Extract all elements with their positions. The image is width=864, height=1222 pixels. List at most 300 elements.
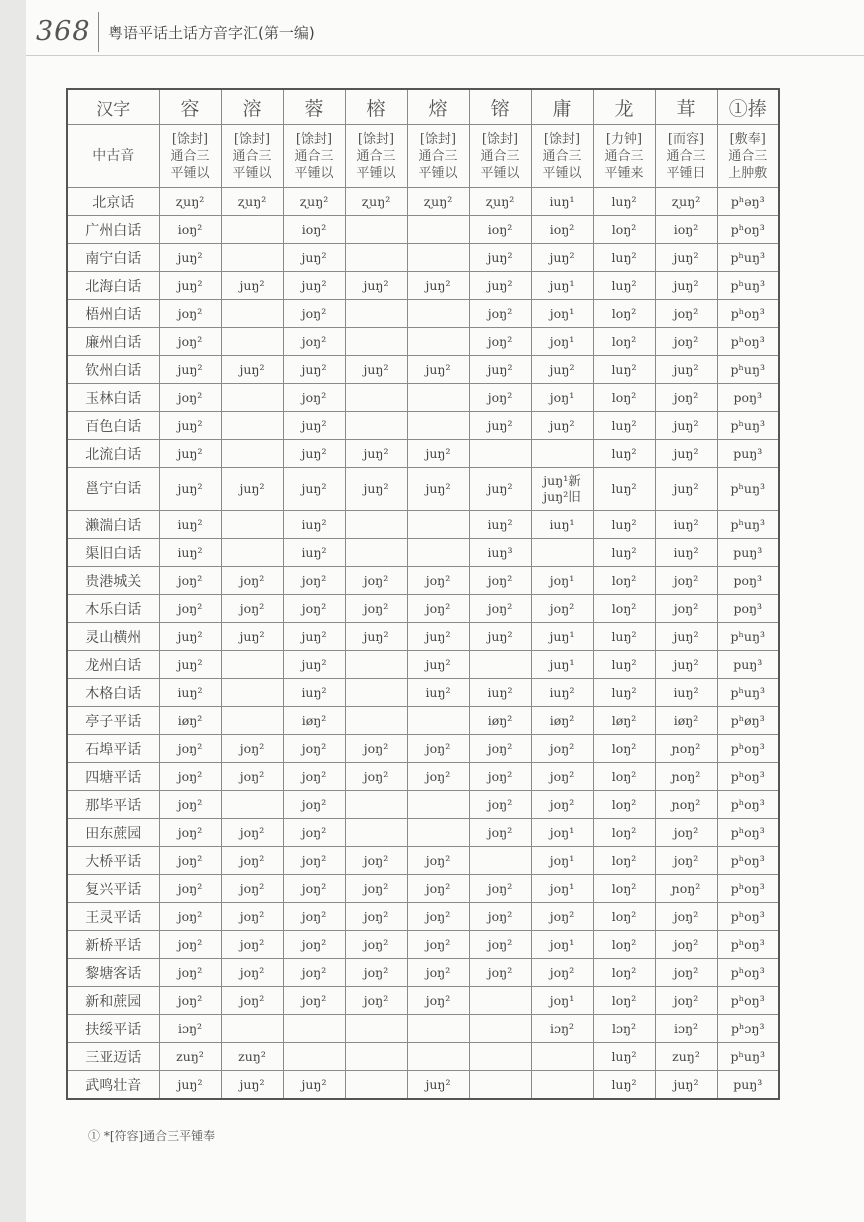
table-cell: iuŋ²: [159, 511, 221, 539]
table-cell: joŋ²: [469, 931, 531, 959]
table-cell: iuŋ²: [159, 679, 221, 707]
table-cell: joŋ²: [469, 735, 531, 763]
table-cell: joŋ²: [345, 595, 407, 623]
table-cell: [221, 328, 283, 356]
table-cell: [407, 819, 469, 847]
table-cell: loŋ²: [593, 328, 655, 356]
table-cell: juŋ²: [221, 623, 283, 651]
table-cell: [221, 511, 283, 539]
table-cell: loŋ²: [593, 735, 655, 763]
table-cell: joŋ²: [159, 791, 221, 819]
table-cell: ɲoŋ²: [655, 735, 717, 763]
table-row: [67, 735, 779, 763]
table-cell: joŋ²: [655, 567, 717, 595]
running-title: 粤语平话土话方音字汇(第一编): [108, 24, 315, 42]
table-cell: juŋ¹: [531, 272, 593, 300]
table-cell: joŋ²: [283, 735, 345, 763]
table-cell: joŋ²: [159, 328, 221, 356]
table-cell: [221, 651, 283, 679]
table-cell: juŋ²: [655, 272, 717, 300]
table-row: [67, 567, 779, 595]
table-cell: luŋ²: [593, 679, 655, 707]
table-row: [67, 959, 779, 987]
row-label: 灵山横州: [67, 623, 159, 651]
table-cell: poŋ³: [717, 567, 779, 595]
table-cell: juŋ²: [159, 412, 221, 440]
table-cell: ①捧: [717, 89, 779, 125]
table-cell: joŋ¹: [531, 819, 593, 847]
table-cell: pʰoŋ³: [717, 216, 779, 244]
table-cell: luŋ²: [593, 356, 655, 384]
table-cell: joŋ²: [655, 819, 717, 847]
table-cell: joŋ²: [469, 791, 531, 819]
table-cell: [407, 244, 469, 272]
row-label: 北海白话: [67, 272, 159, 300]
table-cell: juŋ²: [283, 440, 345, 468]
table-cell: iøŋ²: [655, 707, 717, 735]
table-row: [67, 763, 779, 791]
table-cell: joŋ²: [469, 384, 531, 412]
table-cell: luŋ²: [593, 244, 655, 272]
table-cell: pʰoŋ³: [717, 763, 779, 791]
table-cell: joŋ²: [283, 300, 345, 328]
table-cell: joŋ²: [159, 987, 221, 1015]
table-cell: joŋ²: [221, 903, 283, 931]
table-cell: [221, 539, 283, 567]
table-cell: joŋ²: [407, 959, 469, 987]
table-cell: joŋ²: [283, 567, 345, 595]
table-cell: joŋ²: [221, 847, 283, 875]
table-cell: [221, 244, 283, 272]
table-cell: ɲoŋ²: [655, 763, 717, 791]
table-row: [67, 847, 779, 875]
row-label: 贵港城关: [67, 567, 159, 595]
table-cell: juŋ²: [407, 468, 469, 511]
table-cell: pʰɔŋ³: [717, 1015, 779, 1043]
table-cell: [馀封] 通合三 平锺以: [159, 125, 221, 188]
table-cell: ʐuŋ²: [407, 188, 469, 216]
table-cell: joŋ²: [283, 847, 345, 875]
table-cell: [407, 707, 469, 735]
table-cell: joŋ²: [283, 987, 345, 1015]
table-cell: [馀封] 通合三 平锺以: [469, 125, 531, 188]
table-cell: juŋ²: [159, 272, 221, 300]
table-cell: joŋ²: [159, 300, 221, 328]
table-cell: joŋ²: [469, 959, 531, 987]
table-cell: [345, 216, 407, 244]
table-cell: [345, 791, 407, 819]
table-cell: pʰøŋ³: [717, 707, 779, 735]
table-cell: luŋ²: [593, 468, 655, 511]
table-cell: juŋ²: [345, 356, 407, 384]
table-cell: [283, 1015, 345, 1043]
table-cell: 蓉: [283, 89, 345, 125]
table-row: [67, 539, 779, 567]
table-cell: [469, 1043, 531, 1071]
table-cell: pʰuŋ³: [717, 1043, 779, 1071]
table-cell: [469, 1015, 531, 1043]
table-cell: joŋ²: [531, 735, 593, 763]
row-label: 武鸣壮音: [67, 1071, 159, 1100]
row-label: 南宁白话: [67, 244, 159, 272]
row-label: 亭子平话: [67, 707, 159, 735]
table-row: [67, 1043, 779, 1071]
table-cell: iuŋ³: [469, 539, 531, 567]
table-cell: pʰuŋ³: [717, 356, 779, 384]
table-cell: joŋ²: [283, 791, 345, 819]
table-cell: joŋ¹: [531, 384, 593, 412]
table-cell: [407, 412, 469, 440]
table-cell: loŋ²: [593, 903, 655, 931]
table-cell: zuŋ²: [655, 1043, 717, 1071]
table-cell: luŋ²: [593, 440, 655, 468]
table-cell: pʰoŋ³: [717, 328, 779, 356]
table-cell: pʰoŋ³: [717, 987, 779, 1015]
table-cell: 庸: [531, 89, 593, 125]
table-cell: luŋ²: [593, 188, 655, 216]
table-cell: joŋ²: [655, 595, 717, 623]
table-cell: juŋ²: [655, 1071, 717, 1100]
table-cell: [345, 412, 407, 440]
table-cell: juŋ²: [283, 651, 345, 679]
table-cell: iuŋ²: [655, 539, 717, 567]
row-label: 龙州白话: [67, 651, 159, 679]
table-cell: [407, 384, 469, 412]
table-cell: joŋ²: [283, 328, 345, 356]
table-cell: zuŋ²: [221, 1043, 283, 1071]
table-cell: joŋ²: [221, 763, 283, 791]
table-cell: joŋ²: [221, 567, 283, 595]
table-cell: juŋ²: [159, 1071, 221, 1100]
table-cell: iuŋ²: [283, 679, 345, 707]
row-label: 扶绥平话: [67, 1015, 159, 1043]
table-cell: juŋ²: [283, 272, 345, 300]
table-row: [67, 272, 779, 300]
table-cell: joŋ²: [469, 300, 531, 328]
table-cell: ioŋ²: [469, 216, 531, 244]
table-cell: [345, 244, 407, 272]
row-label: 汉字: [67, 89, 159, 125]
table-cell: [馀封] 通合三 平锺以: [283, 125, 345, 188]
table-cell: joŋ²: [531, 791, 593, 819]
table-cell: juŋ²: [655, 244, 717, 272]
table-cell: 榕: [345, 89, 407, 125]
table-cell: joŋ²: [221, 735, 283, 763]
table-cell: juŋ²: [283, 412, 345, 440]
table-cell: joŋ²: [345, 875, 407, 903]
table-cell: [407, 791, 469, 819]
table-row: [67, 328, 779, 356]
table-cell: juŋ²: [283, 468, 345, 511]
row-label: 北流白话: [67, 440, 159, 468]
table-cell: juŋ²: [159, 651, 221, 679]
table-row: [67, 707, 779, 735]
table-cell: joŋ²: [531, 903, 593, 931]
table-cell: poŋ³: [717, 595, 779, 623]
table-row: [67, 356, 779, 384]
table-cell: ʐuŋ²: [469, 188, 531, 216]
table-cell: luŋ²: [593, 1043, 655, 1071]
table-cell: [407, 216, 469, 244]
table-cell: juŋ²: [159, 440, 221, 468]
table-cell: iuŋ²: [283, 511, 345, 539]
table-cell: juŋ²: [159, 468, 221, 511]
table-cell: zuŋ²: [159, 1043, 221, 1071]
table-cell: ʐuŋ²: [283, 188, 345, 216]
table-cell: ioŋ²: [531, 216, 593, 244]
table-cell: juŋ²: [159, 356, 221, 384]
table-cell: loŋ²: [593, 300, 655, 328]
table-cell: joŋ²: [469, 903, 531, 931]
table-cell: [345, 384, 407, 412]
table-cell: juŋ¹: [531, 623, 593, 651]
table-cell: luŋ²: [593, 1071, 655, 1100]
table-cell: [531, 440, 593, 468]
table-cell: joŋ²: [283, 959, 345, 987]
table-cell: iøŋ²: [531, 707, 593, 735]
row-label: 钦州白话: [67, 356, 159, 384]
table-cell: pʰuŋ³: [717, 244, 779, 272]
table-cell: joŋ²: [221, 931, 283, 959]
row-label: 北京话: [67, 188, 159, 216]
table-cell: [407, 539, 469, 567]
table-cell: joŋ²: [345, 847, 407, 875]
table-cell: [469, 987, 531, 1015]
table-cell: joŋ²: [655, 300, 717, 328]
table-row: [67, 188, 779, 216]
table-cell: [221, 384, 283, 412]
table-row: [67, 931, 779, 959]
table-row: [67, 511, 779, 539]
table-cell: pʰoŋ³: [717, 931, 779, 959]
table-cell: joŋ²: [283, 903, 345, 931]
table-cell: [531, 1043, 593, 1071]
table-cell: pʰoŋ³: [717, 847, 779, 875]
table-cell: pʰoŋ³: [717, 791, 779, 819]
table-cell: [469, 847, 531, 875]
table-cell: 茸: [655, 89, 717, 125]
table-cell: joŋ¹: [531, 328, 593, 356]
table-cell: juŋ²: [655, 412, 717, 440]
table-row: [67, 903, 779, 931]
table-cell: joŋ²: [159, 735, 221, 763]
table-cell: loŋ²: [593, 384, 655, 412]
row-label: 田东蔗园: [67, 819, 159, 847]
table-cell: ʐuŋ²: [345, 188, 407, 216]
table-cell: loŋ²: [593, 216, 655, 244]
table-cell: iuŋ²: [469, 679, 531, 707]
table-cell: iøŋ²: [283, 707, 345, 735]
table-cell: pʰuŋ³: [717, 412, 779, 440]
table-cell: [力钟] 通合三 平锺来: [593, 125, 655, 188]
table-cell: juŋ²: [469, 272, 531, 300]
table-cell: [345, 511, 407, 539]
table-cell: juŋ¹: [531, 651, 593, 679]
table-cell: pʰoŋ³: [717, 903, 779, 931]
table-cell: joŋ²: [407, 847, 469, 875]
table-cell: joŋ²: [283, 763, 345, 791]
table-cell: poŋ³: [717, 384, 779, 412]
table-cell: puŋ³: [717, 1071, 779, 1100]
table-cell: joŋ²: [221, 819, 283, 847]
page-header: [26, 0, 864, 56]
table-cell: pʰuŋ³: [717, 623, 779, 651]
table-cell: joŋ²: [221, 987, 283, 1015]
table-cell: loŋ²: [593, 763, 655, 791]
table-cell: joŋ²: [407, 763, 469, 791]
table-cell: [469, 440, 531, 468]
table-cell: 熔: [407, 89, 469, 125]
table-cell: joŋ²: [655, 987, 717, 1015]
table-cell: joŋ²: [221, 875, 283, 903]
table-cell: joŋ²: [469, 595, 531, 623]
table-cell: loŋ²: [593, 987, 655, 1015]
table-cell: joŋ²: [345, 735, 407, 763]
table-row: [67, 468, 779, 511]
row-label: 那毕平话: [67, 791, 159, 819]
table-cell: juŋ²: [159, 244, 221, 272]
table-cell: juŋ²: [407, 623, 469, 651]
table-cell: [221, 412, 283, 440]
table-cell: puŋ³: [717, 651, 779, 679]
table-cell: pʰuŋ³: [717, 679, 779, 707]
table-row: [67, 651, 779, 679]
table-cell: ɲoŋ²: [655, 875, 717, 903]
table-cell: juŋ²: [407, 651, 469, 679]
table-cell: joŋ¹: [531, 847, 593, 875]
table-cell: iuŋ²: [283, 539, 345, 567]
table-cell: [馀封] 通合三 平锺以: [345, 125, 407, 188]
table-cell: ɲoŋ²: [655, 791, 717, 819]
table-cell: pʰuŋ³: [717, 511, 779, 539]
table-cell: iuŋ²: [655, 679, 717, 707]
table-cell: joŋ¹: [531, 931, 593, 959]
dialect-table: [66, 88, 780, 1100]
table-cell: juŋ²: [531, 356, 593, 384]
table-cell: luŋ²: [593, 272, 655, 300]
table-cell: loŋ²: [593, 567, 655, 595]
table-cell: iuŋ²: [531, 679, 593, 707]
table-cell: joŋ¹: [531, 875, 593, 903]
row-label: 邕宁白话: [67, 468, 159, 511]
table-cell: [345, 707, 407, 735]
row-label: 廉州白话: [67, 328, 159, 356]
table-cell: joŋ²: [345, 987, 407, 1015]
table-cell: juŋ²: [345, 623, 407, 651]
table-cell: joŋ¹: [531, 987, 593, 1015]
table-cell: [407, 511, 469, 539]
table-cell: 镕: [469, 89, 531, 125]
table-cell: 龙: [593, 89, 655, 125]
table-row: [67, 440, 779, 468]
table-cell: [221, 1015, 283, 1043]
table-cell: [221, 707, 283, 735]
table-cell: joŋ²: [407, 595, 469, 623]
table-cell: joŋ²: [345, 931, 407, 959]
row-label: 木乐白话: [67, 595, 159, 623]
table-cell: joŋ²: [159, 847, 221, 875]
row-label: 中古音: [67, 125, 159, 188]
table-cell: puŋ³: [717, 539, 779, 567]
table-cell: juŋ²: [407, 272, 469, 300]
table-cell: joŋ²: [655, 959, 717, 987]
table-row: [67, 679, 779, 707]
table-cell: joŋ²: [655, 903, 717, 931]
table-cell: joŋ²: [159, 567, 221, 595]
table-cell: iuŋ²: [655, 511, 717, 539]
row-label: 渠旧白话: [67, 539, 159, 567]
table-row: [67, 216, 779, 244]
table-cell: ioŋ²: [159, 216, 221, 244]
table-cell: joŋ²: [345, 763, 407, 791]
table-cell: puŋ³: [717, 440, 779, 468]
table-cell: [221, 300, 283, 328]
table-cell: [345, 819, 407, 847]
table-cell: [407, 300, 469, 328]
table-cell: joŋ²: [407, 875, 469, 903]
table-cell: joŋ²: [159, 959, 221, 987]
middle-chinese-row: [67, 125, 779, 188]
table-cell: iuŋ²: [159, 539, 221, 567]
row-label: 新桥平话: [67, 931, 159, 959]
row-label: 梧州白话: [67, 300, 159, 328]
table-cell: luŋ²: [593, 651, 655, 679]
table-cell: juŋ¹新 juŋ²旧: [531, 468, 593, 511]
table-cell: joŋ²: [655, 384, 717, 412]
table-cell: 溶: [221, 89, 283, 125]
table-cell: [221, 791, 283, 819]
table-cell: [221, 679, 283, 707]
table-cell: joŋ²: [345, 959, 407, 987]
table-cell: iøŋ²: [469, 707, 531, 735]
table-cell: [馀封] 通合三 平锺以: [221, 125, 283, 188]
table-cell: iɔŋ²: [159, 1015, 221, 1043]
table-cell: joŋ²: [655, 328, 717, 356]
table-row: [67, 623, 779, 651]
table-cell: pʰoŋ³: [717, 300, 779, 328]
table-cell: [馀封] 通合三 平锺以: [531, 125, 593, 188]
table-cell: joŋ²: [469, 875, 531, 903]
table-cell: iuŋ²: [407, 679, 469, 707]
table-cell: iuŋ²: [469, 511, 531, 539]
table-cell: [敷奉] 通合三 上肿敷: [717, 125, 779, 188]
table-cell: joŋ²: [407, 735, 469, 763]
table-cell: juŋ²: [407, 440, 469, 468]
table-body: [67, 89, 779, 1099]
table-cell: juŋ²: [283, 244, 345, 272]
table-row: [67, 791, 779, 819]
table-cell: joŋ²: [283, 931, 345, 959]
table-cell: joŋ²: [159, 819, 221, 847]
table-cell: [221, 440, 283, 468]
table-cell: juŋ²: [469, 623, 531, 651]
table-cell: loŋ²: [593, 875, 655, 903]
table-cell: [407, 1015, 469, 1043]
table-cell: joŋ²: [469, 567, 531, 595]
header-rule: [26, 55, 864, 56]
table-cell: pʰuŋ³: [717, 468, 779, 511]
table-cell: ʐuŋ²: [221, 188, 283, 216]
table-cell: joŋ²: [159, 384, 221, 412]
table-cell: joŋ²: [407, 903, 469, 931]
table-cell: ʐuŋ²: [655, 188, 717, 216]
table-row: [67, 300, 779, 328]
table-cell: [469, 1071, 531, 1100]
table-cell: joŋ²: [407, 987, 469, 1015]
table-cell: luŋ²: [593, 623, 655, 651]
table-cell: [345, 328, 407, 356]
table-cell: [馀封] 通合三 平锺以: [407, 125, 469, 188]
